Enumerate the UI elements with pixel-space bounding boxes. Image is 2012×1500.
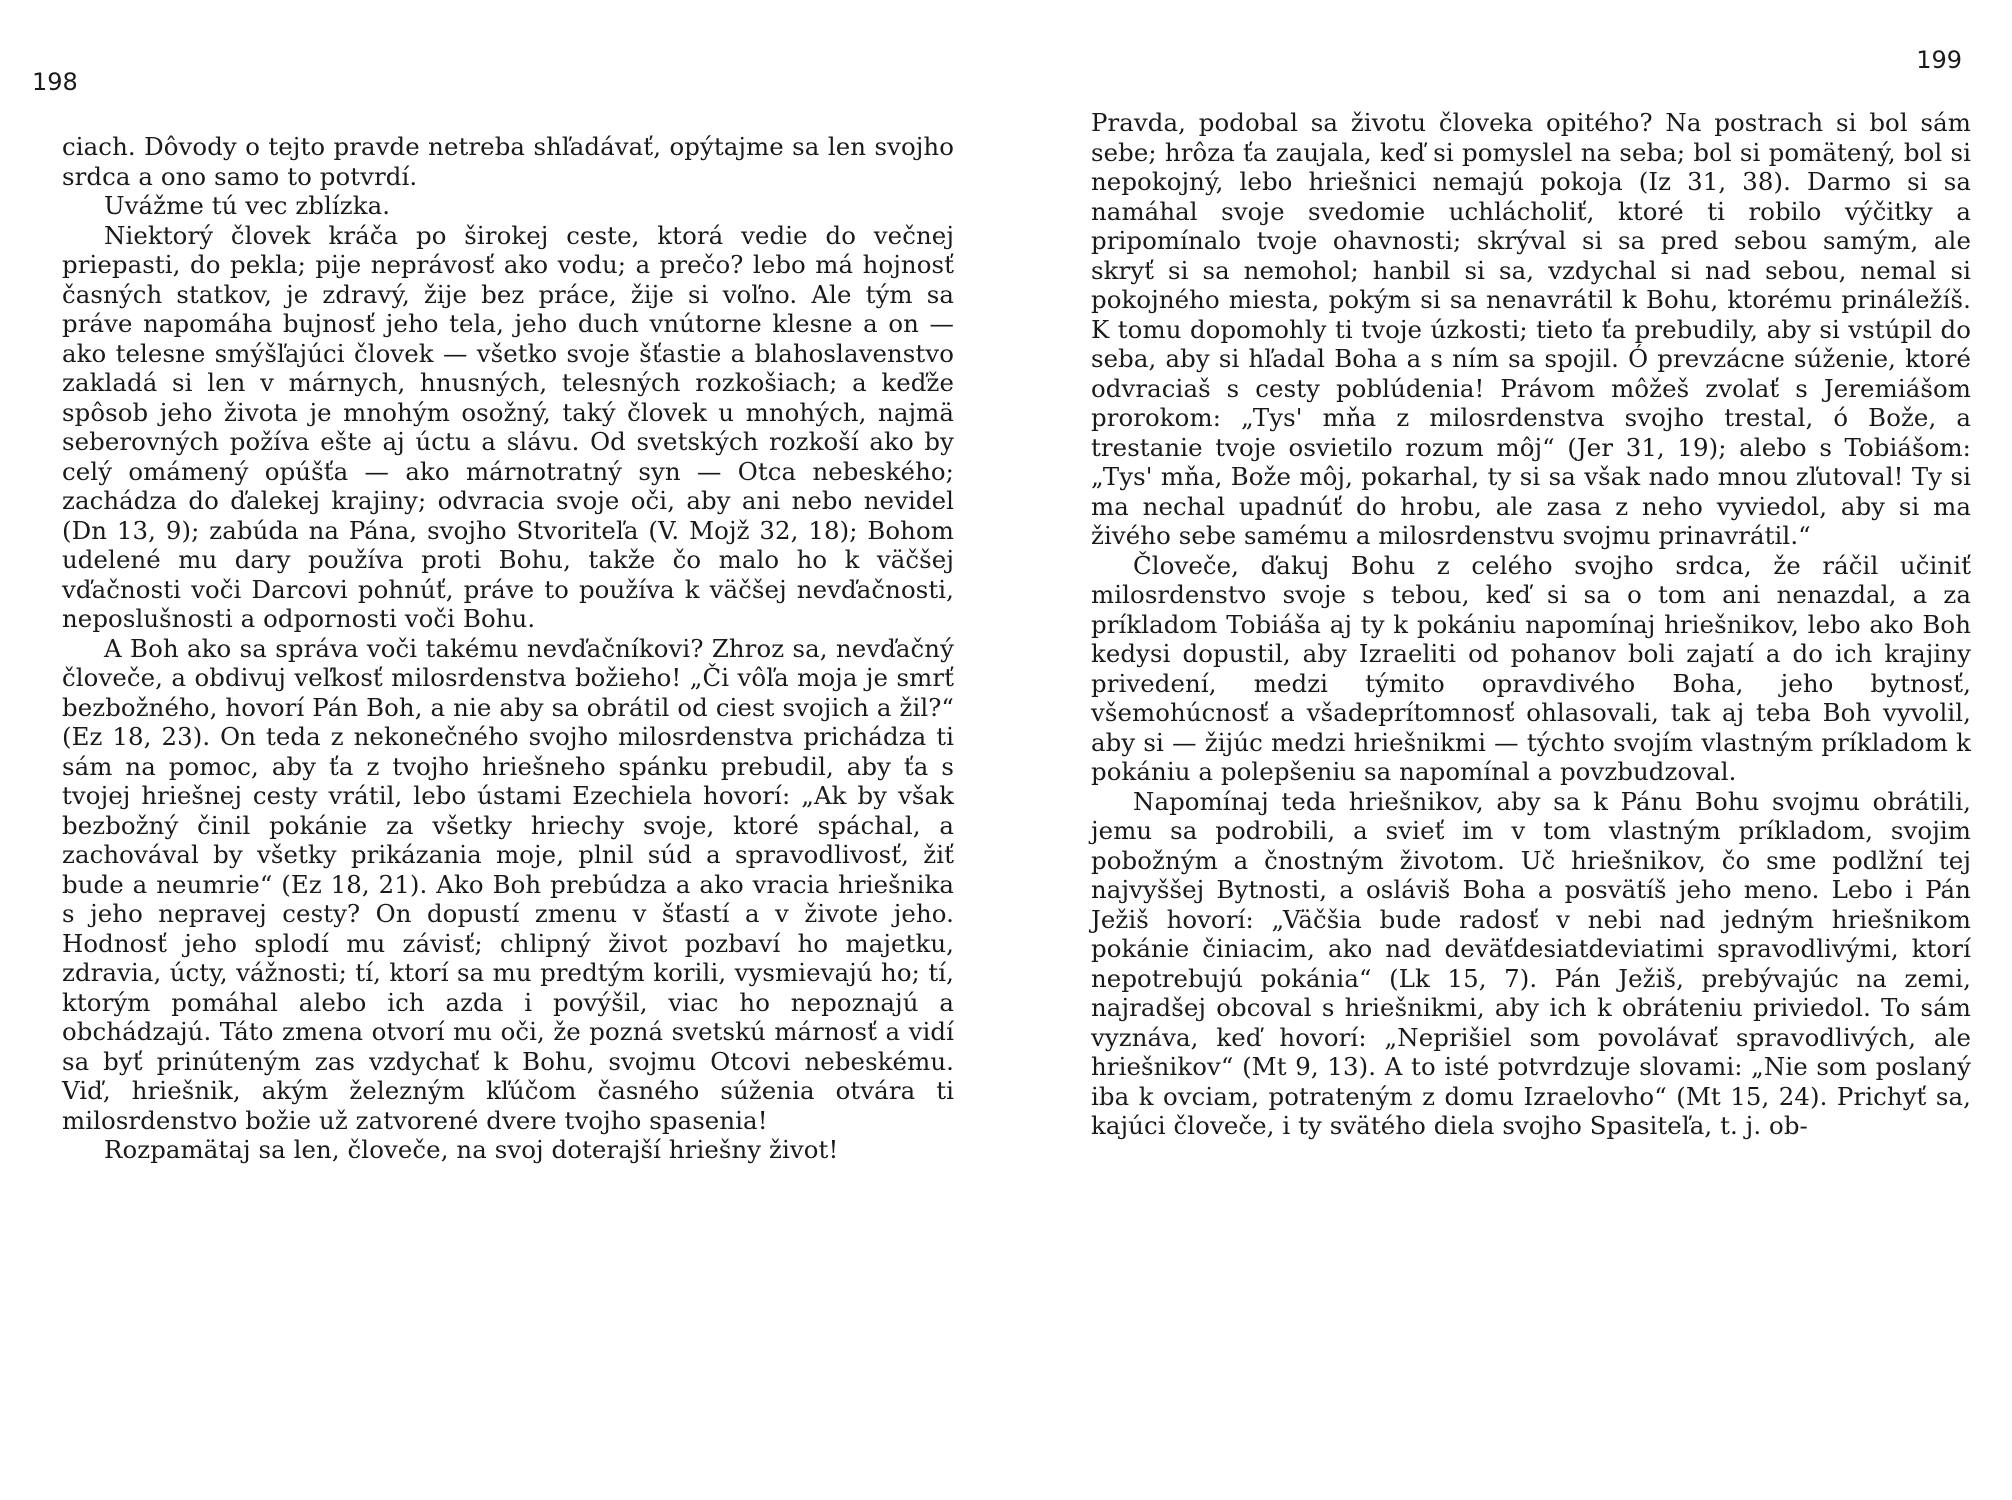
paragraph: Človeče, ďakuj Bohu z celého svojho srdca, že ráčil učiniť milosrdenstvo svoje s tebou, keď si sa o tom ani nenazdal, a za príkladom Tobiáša aj ty k pokániu napomínaj hriešnikov, lebo ako Boh kedysi dopustil, aby Izraeliti od pohanov boli zajatí a do ich krajiny privedení, medzi týmito opravdivého Boha, jeho bytnosť, všemohúcnosť a všadeprítomnosť ohlasovali, tak aj teba Boh vyvolil, aby si — žijúc medzi hriešnikmi — týchto svojím vlastným príkladom k pokániu a polepšeniu sa napomínal a povzbudzoval. [1091,550,1971,786]
paragraph: ciach. Dôvody o tejto pravde netreba shľadávať, opýtajme sa len svojho srdca a ono samo to potvrdí. [62,132,954,191]
paragraph: A Boh ako sa správa voči takému nevďačníkovi? Zhroz sa, nevďačný človeče, a obdivuj veľkosť milosrdenstva božieho! „Či vôľa moja je smrť bezbožného, hovorí Pán Boh, a nie aby sa obrátil od ciest svojich a žil?“ (Ez 18, 23). On teda z nekonečného svojho milosrdenstva prichádza ti sám na pomoc, aby ťa z tvojho hriešneho spánku prebudil, aby ťa s tvojej hriešnej cesty vrátil, lebo ústami Ezechiela hovorí: „Ak by však bezbožný činil pokánie za všetky hriechy svoje, ktoré spáchal, a zachovával by všetky prikázania moje, plnil súd a spravodlivosť, žiť bude a neumrie“ (Ez 18, 21). Ako Boh prebúdza a ako vracia hriešnika s jeho nepravej cesty? On dopustí zmenu v šťastí a v živote jeho. Hodnosť jeho splodí mu závisť; chlipný život pozbaví ho majetku, zdravia, úcty, vážnosti; tí, ktorí sa mu predtým korili, vysmievajú ho; tí, ktorým pomáhal alebo ich azda i povýšil, viac ho nepoznajú a obchádzajú. Táto zmena otvorí mu oči, že pozná svetskú márnosť a vidí sa byť prinúteným zas vzdychať k Bohu, svojmu Otcovi nebeskému. Viď, hriešnik, akým železným kľúčom časného súženia otvára ti milosrdenstvo božie už zatvorené dvere tvojho spasenia! [62,633,954,1135]
left-page-body [62,132,954,1165]
right-page [1006,0,2012,1500]
right-page-body [1091,108,1971,1141]
paragraph: Pravda, podobal sa životu človeka opitého? Na postrach si bol sám sebe; hrôza ťa zaujala, keď si pomyslel na seba; bol si pomätený, bol si nepokojný, lebo hriešnici nemajú pokoja (Iz 31, 38). Darmo si sa namáhal svoje svedomie uchlácholiť, ktoré ti robilo výčitky a pripomínalo tvoje ohavnosti; skrýval si sa pred sebou samým, ale skryť si sa nemohol; hanbil si sa, vzdychal si nad sebou, nemal si pokojného miesta, pokým si sa nenavrátil k Bohu, ktorému prináležíš. K tomu dopomohly ti tvoje úzkosti; tieto ťa prebudily, aby si vstúpil do seba, aby si hľadal Boha a s ním sa spojil. Ó prevzácne súženie, ktoré odvraciaš s cesty poblúdenia! Právom môžeš zvolať s Jeremiášom prorokom: „Tys' mňa z milosrdenstva svojho trestal, ó Bože, a trestanie tvoje osvietilo rozum môj“ (Jer 31, 19); alebo s Tobiášom: „Tys' mňa, Bože môj, pokarhal, ty si sa však nado mnou zľutoval! Ty si ma nechal upadnúť do hrobu, ale zasa z neho vyviedol, aby si ma živého sebe samému a milosrdenstvu svojmu prinavrátil.“ [1091,108,1971,550]
paragraph: Rozpamätaj sa len, človeče, na svoj doterajší hriešny život! [104,1135,839,1164]
right-page-number: 199 [1916,46,1962,74]
paragraph: Napomínaj teda hriešnikov, aby sa k Pánu Bohu svojmu obrátili, jemu sa podrobili, a svieť im v tom vlastným príkladom, svojim pobožným a čnostným životom. Uč hriešnikov, čo sme podlžní tej najvyššej Bytnosti, a osláviš Boha a posvätíš jeho meno. Lebo i Pán Ježiš hovorí: „Väčšia bude radosť v nebi nad jedným hriešnikom pokánie činiacim, ako nad deväťdesiatdeviatimi spravodlivými, ktorí nepotrebujú pokánia“ (Lk 15, 7). Pán Ježiš, prebývajúc na zemi, najradšej obcoval s hriešnikmi, aby ich k obráteniu priviedol. To sám vyznáva, keď hovorí: „Neprišiel som povolávať spravodlivých, ale hriešnikov“ (Mt 9, 13). A to isté potvrdzuje slovami: „Nie som poslaný iba k ovciam, potrateným z domu Izraelovho“ (Mt 15, 24). Prichyť sa, kajúci človeče, i ty svätého diela svojho Spasiteľa, t. j. ob- [1091,786,1971,1140]
left-page-number: 198 [32,68,78,96]
paragraph: Uvážme tú vec zblízka. [104,191,391,220]
paragraph: Niektorý človek kráča po širokej ceste, ktorá vedie do večnej priepasti, do pekla; pije neprávosť ako vodu; a prečo? lebo má hojnosť časných statkov, je zdravý, žije bez práce, žije si voľno. Ale tým sa práve napomáha bujnosť jeho tela, jeho duch vnútorne klesne a on — ako telesne smýšľajúci človek — všetko svoje šťastie a blahoslavenstvo zakladá si len v márnych, hnusných, telesných rozkošiach; a keďže spôsob jeho života je mnohým osožný, taký človek u mnohých, najmä seberovných požíva ešte aj úctu a slávu. Od svetských rozkoší ako by celý omámený opúšťa — ako márnotratný syn — Otca nebeského; zachádza do ďalekej krajiny; odvracia svoje oči, aby ani nebo nevidel (Dn 13, 9); zabúda na Pána, svojho Stvoriteľa (V. Mojž 32, 18); Bohom udelené mu dary používa proti Bohu, takže čo malo ho k väčšej vďačnosti voči Darcovi pohnúť, práve to používa k väčšej nevďačnosti, neposlušnosti a odpornosti voči Bohu. [62,220,954,633]
